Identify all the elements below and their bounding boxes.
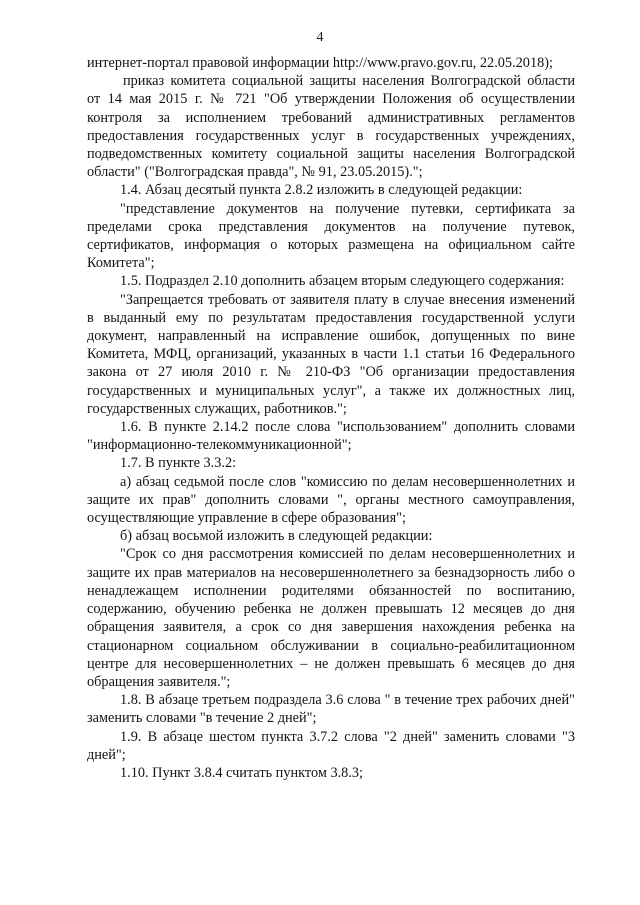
paragraph-1-4: 1.4. Абзац десятый пункта 2.8.2 изложить в следующей редакции: (120, 182, 523, 199)
paragraph-1-9: 1.9. В абзаце шестом пункта 3.7.2 слова "2 дней" заменить словами "3 дней"; (87, 728, 575, 763)
paragraph-internet-portal: интернет-портал правовой информации http://www.pravo.gov.ru, 22.05.2018); (87, 55, 553, 71)
paragraph-1-7-a: а) абзац седьмой после слов "комиссию по делам несовершеннолетних и защите их прав" дополнить словами ", органы местного самоуправления, осуществляющие управление в сфере образования"; (87, 473, 575, 527)
paragraph-1-5: 1.5. Подраздел 2.10 дополнить абзацем вторым следующего содержания: (120, 273, 565, 290)
paragraph-1-8: 1.8. В абзаце третьем подраздела 3.6 слова " в течение трех рабочих дней" заменить словами "в течение 2 дней"; (87, 692, 575, 727)
paragraph-1-10: 1.10. Пункт 3.8.4 считать пунктом 3.8.3; (120, 764, 364, 781)
document-body (87, 54, 575, 782)
paragraph-1-7-b-text: "Срок со дня рассмотрения комиссией по делам несовершеннолетних и защите их прав материалов на несовершеннолетнего за безнадзорность либо о ненадлежащем исполнении родителями обязанностей по воспитанию, содержанию, обучению ребенка не должен превышать 12 месяцев до дня обращения заявителя, а срок со дня завершения нахождения ребенка на стационарном социальном обслуживании в социально-реабилитационном центре для несовершеннолетних – не должен превышать 6 месяцев до дня обращения заявителя."; (87, 546, 575, 690)
paragraph-1-7: 1.7. В пункте 3.3.2: (120, 455, 237, 472)
paragraph-1-6: 1.6. В пункте 2.14.2 после слова "использованием" дополнить словами "информационно-телекоммуникационной"; (87, 419, 575, 454)
paragraph-1-4-text: "представление документов на получение путевки, сертификата за пределами срока представления документов на получение путевок, сертификатов, информация о которых размещена на официальном сайте Комитета"; (87, 200, 575, 272)
paragraph-order-721: приказ комитета социальной защиты населения Волгоградской области от 14 мая 2015 г. № 721 "Об утверждении Положения об осуществлении контроля за исполнением требований административных регламентов предоставления государственных услуг в государственных учреждениях, подведомственных комитету социальной защиты населения Волгоградской области" ("Волгоградская правда", № 91, 23.05.2015)."; (87, 73, 575, 181)
paragraph-1-7-b: б) абзац восьмой изложить в следующей редакции: (120, 528, 433, 545)
paragraph-1-5-text: "Запрещается требовать от заявителя плату в случае внесения изменений в выданный ему по результатам предоставления государственной услуги документ, направленный на исправление ошибок, допущенных по вине Комитета, МФЦ, организаций, указанных в части 1.1 статьи 16 Федерального закона от 27 июля 2010 г. № 210-ФЗ "Об организации предоставления государственных и муниципальных услуг", а также их должностных лиц, государственных служащих, работников."; (87, 291, 575, 417)
page-number: 4 (316, 30, 324, 45)
